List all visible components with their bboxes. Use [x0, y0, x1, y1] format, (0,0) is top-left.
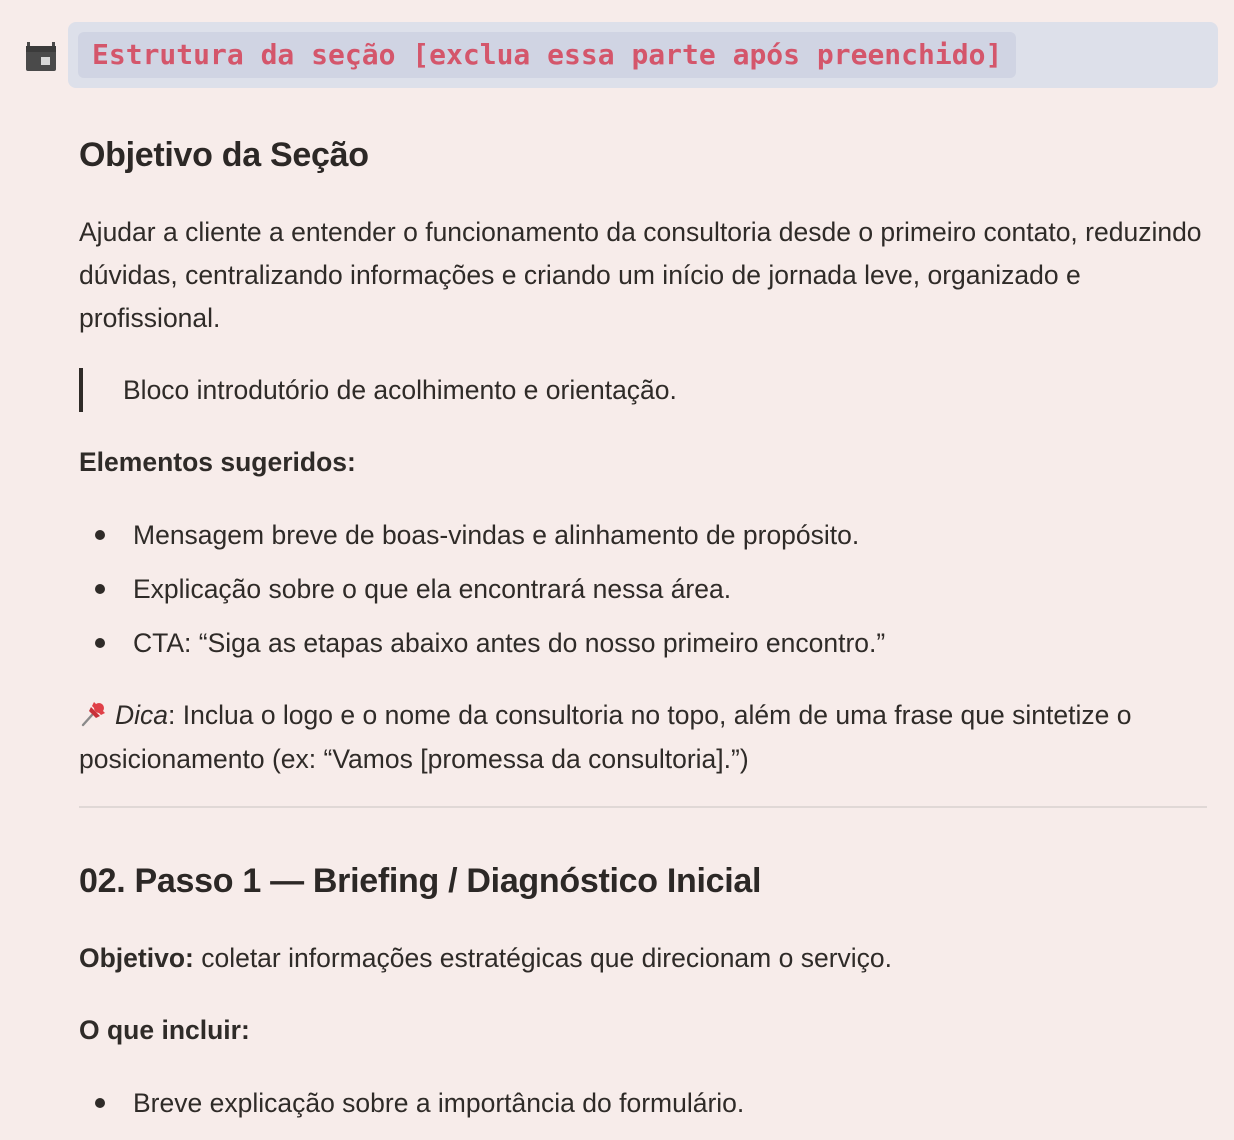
list-item	[79, 1076, 744, 1130]
list-item	[79, 616, 885, 670]
calendar-icon	[24, 39, 58, 73]
elements-label: Elementos sugeridos:	[79, 447, 356, 477]
bullet-dot	[95, 638, 105, 648]
callout-box	[68, 22, 1218, 88]
objective-text: coletar informações estratégicas que direcionam o serviço.	[193, 943, 893, 973]
list-item	[79, 562, 885, 616]
include-list	[79, 1076, 744, 1130]
tip-label: Dica	[115, 700, 169, 730]
objective-paragraph	[79, 937, 892, 980]
list-item-text: Explicação sobre o que ela encontrará nessa área.	[133, 574, 732, 604]
list-item-text: Breve explicação sobre a importância do formulário.	[133, 1088, 745, 1118]
list-item-text: Mensagem breve de boas-vindas e alinhamento de propósito.	[133, 520, 860, 550]
section-structure-callout	[24, 22, 1218, 88]
blockquote: Bloco introdutório de acolhimento e orientação.	[79, 368, 677, 412]
tip-text: : Inclua o logo e o nome da consultoria no topo, além de uma frase que sintetize o posicionamento (ex: “Vamos [promessa da consultoria].”)	[79, 700, 1132, 774]
list-item-text: CTA: “Siga as etapas abaixo antes do nosso primeiro encontro.”	[133, 628, 886, 658]
divider	[79, 806, 1207, 808]
bullet-dot	[95, 584, 105, 594]
tip-paragraph	[79, 693, 1199, 781]
bullet-dot	[95, 1098, 105, 1108]
pushpin-icon	[79, 697, 109, 727]
heading-passo-1: 02. Passo 1 — Briefing / Diagnóstico Inicial	[79, 862, 762, 900]
heading-objetivo-da-secao: Objetivo da Seção	[79, 136, 369, 174]
inline-code-text: Estrutura da seção [exclua essa parte após preenchido]	[78, 32, 1016, 78]
elements-list	[79, 508, 885, 670]
intro-paragraph: Ajudar a cliente a entender o funcionamento da consultoria desde o primeiro contato, reduzindo dúvidas, centralizando informações e criando um início de jornada leve, organizado e profissional.	[79, 217, 1202, 333]
list-item	[79, 508, 885, 562]
include-label: O que incluir:	[79, 1015, 250, 1045]
objective-label: Objetivo:	[79, 943, 194, 973]
bullet-dot	[95, 530, 105, 540]
